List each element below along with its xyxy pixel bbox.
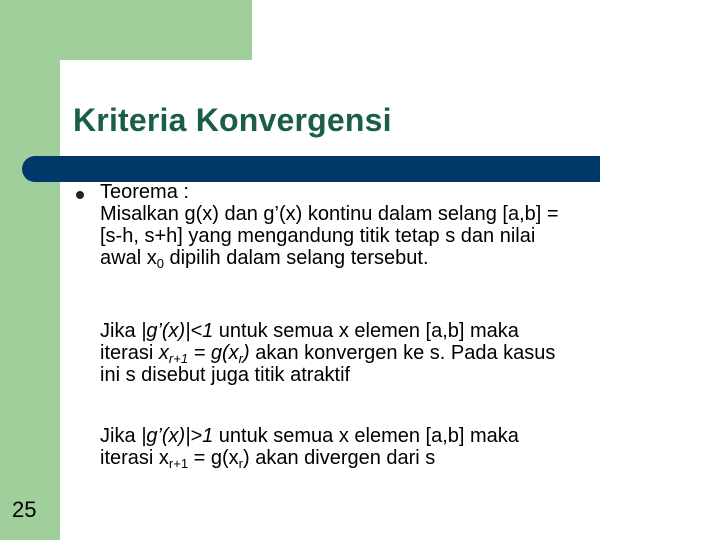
title-underline-bar [22, 156, 600, 182]
divergent-condition-paragraph: Jika |g’(x)|>1 untuk semua x elemen [a,b] maka iterasi $x_{r+1} = g(x_r)$ akan divergen dari s [100, 425, 519, 471]
green-side-band [0, 0, 60, 540]
convergent-condition-paragraph: Jika |g’(x)|<1 untuk semua x elemen [a,b] maka iterasi $x_{r+1} = g(x_r)$ akan konvergen ke s. Pada kasus ini s disebut juga titik atraktif [100, 320, 556, 386]
bullet-icon [76, 191, 84, 199]
theorem-heading: Teorema : [100, 181, 189, 203]
green-top-band [0, 0, 252, 60]
page-number: 25 [12, 497, 37, 522]
theorem-paragraph: Teorema : Misalkan g(x) dan g’(x) kontinu dalam selang [a,b] = [s-h, s+h] yang mengandung titik tetap s dan nilai awal $x_0$ dipilih dalam selang tersebut. [100, 181, 559, 271]
slide-title: Kriteria Konvergensi [73, 102, 392, 138]
